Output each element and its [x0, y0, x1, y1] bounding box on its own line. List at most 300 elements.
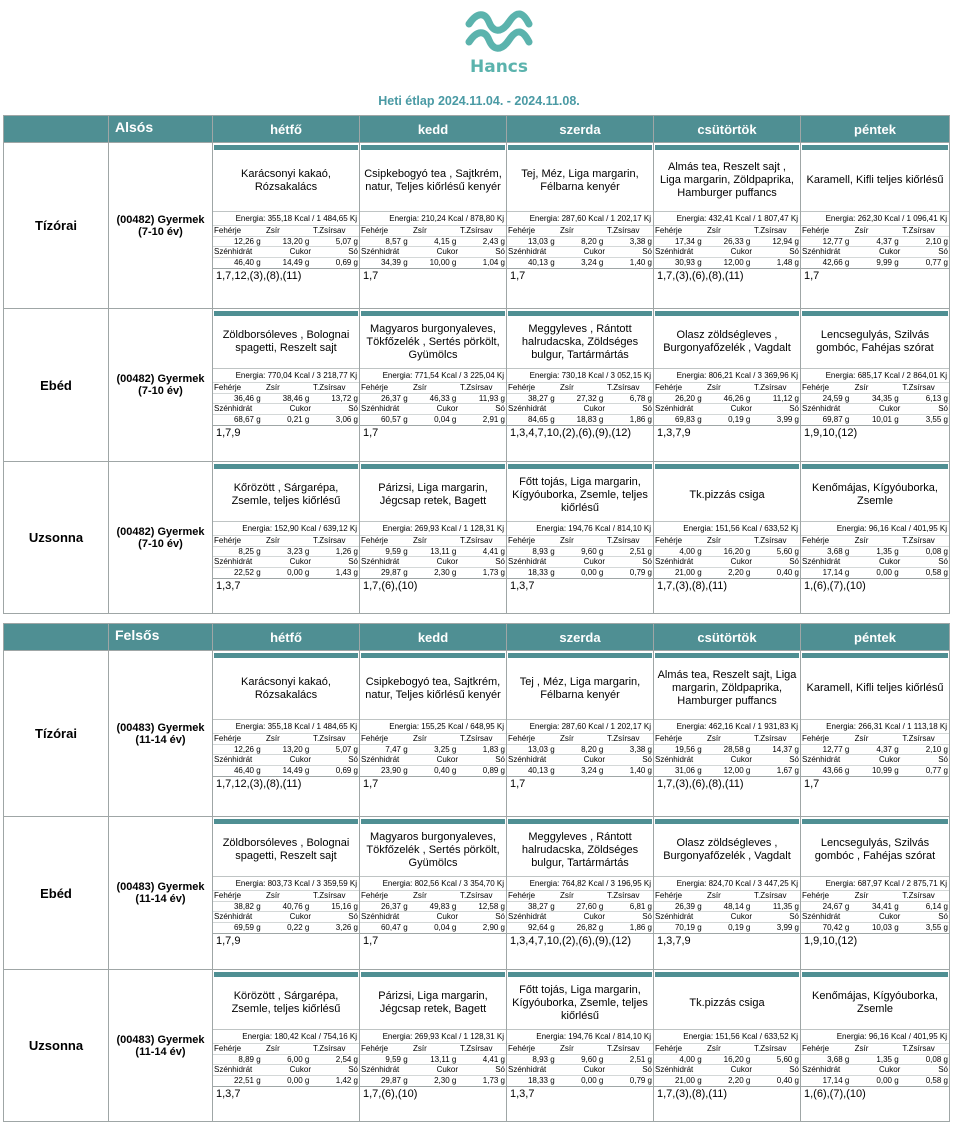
- nutrient-label: Szénhidrát: [361, 404, 400, 413]
- day-header: hétfő: [213, 624, 360, 651]
- nutrient-label: Fehérje: [214, 226, 242, 235]
- nutrient-value: 21,00 g: [674, 567, 702, 577]
- allergen-codes: 1,3,4,7,10,(2),(6),(9),(12): [507, 933, 653, 948]
- dish-label: Magyaros burgonyaleves, Tökfőzelék , Sertés pörkölt, Gyümölcs: [366, 830, 500, 869]
- dish-label: Olasz zöldségleves , Burgonyafőzelék , Vagdalt: [663, 837, 791, 862]
- nutrient-value: 26,37 g: [380, 901, 408, 911]
- nutrient-label: Só: [642, 755, 652, 764]
- nutrient-value: 3,06 g: [335, 414, 359, 424]
- age-group: (00483) Gyermek (11-14 év): [109, 651, 213, 817]
- nutrient-label: Fehérje: [508, 226, 536, 235]
- nutrient-label: Fehérje: [214, 734, 242, 743]
- section-title: Alsós: [109, 116, 213, 143]
- nutrient-label: Fehérje: [508, 383, 536, 392]
- age-group: (00483) Gyermek (11-14 év): [109, 970, 213, 1122]
- nutrient-value: 34,41 g: [871, 901, 899, 911]
- nutrient-value: 8,25 g: [238, 546, 261, 556]
- nutrient-label: Só: [642, 247, 652, 256]
- nutrient-value: 9,59 g: [385, 1054, 408, 1064]
- menu-cell: [801, 143, 950, 309]
- nutrient-value: 12,26 g: [233, 236, 261, 246]
- meal-name: Uzsonna: [4, 462, 109, 614]
- nutrient-label: T.Zsírsav: [313, 536, 346, 545]
- nutrient-label: Cukor: [289, 1065, 311, 1074]
- nutrient-value: 22,51 g: [233, 1075, 261, 1085]
- logo-text: Hancs: [470, 57, 528, 77]
- nutrient-value: 14,37 g: [772, 744, 800, 754]
- menu-cell: [507, 309, 654, 462]
- nutrient-label: Szénhidrát: [214, 404, 253, 413]
- nutrient-value: 12,58 g: [478, 901, 506, 911]
- dish-text: [360, 316, 506, 368]
- dish-text: [801, 977, 949, 1029]
- nutrient-value: 8,93 g: [532, 1054, 555, 1064]
- dish-text: [654, 658, 800, 719]
- nutrient-label: Szénhidrát: [655, 912, 694, 921]
- dish-text: [654, 316, 800, 368]
- header-blank: [4, 624, 109, 651]
- nutrient-value: 2,51 g: [629, 546, 653, 556]
- nutrition-grid: [654, 225, 800, 267]
- dish-label: Kenőmájas, Kígyóuborka, Zsemle: [812, 990, 938, 1015]
- nutrient-label: Cukor: [730, 912, 752, 921]
- energy-value: Energia: 210,24 Kcal / 878,80 Kj: [360, 211, 506, 225]
- nutrient-label: Fehérje: [361, 891, 389, 900]
- nutrient-value: 5,07 g: [335, 236, 359, 246]
- menu-cell: [360, 651, 507, 817]
- nutrient-label: Zsír: [413, 1044, 427, 1053]
- nutrient-label: T.Zsírsav: [607, 891, 640, 900]
- energy-value: Energia: 355,18 Kcal / 1 484,65 Kj: [213, 719, 359, 733]
- day-header: kedd: [360, 624, 507, 651]
- meal-name: Ebéd: [4, 817, 109, 970]
- nutrient-label: Cukor: [730, 247, 752, 256]
- allergen-codes: 1,7,(3),(8),(11): [654, 1086, 800, 1101]
- nutrient-value: 4,41 g: [482, 546, 506, 556]
- nutrient-label: T.Zsírsav: [313, 891, 346, 900]
- nutrient-label: Szénhidrát: [214, 755, 253, 764]
- nutrient-label: Zsír: [560, 383, 574, 392]
- nutrient-label: T.Zsírsav: [607, 226, 640, 235]
- menu-table-also: [3, 115, 950, 614]
- nutrient-label: Fehérje: [802, 383, 830, 392]
- nutrient-label: Zsír: [707, 734, 721, 743]
- menu-cell: [213, 817, 360, 970]
- nutrient-label: Zsír: [266, 891, 280, 900]
- day-header: csütörtök: [654, 116, 801, 143]
- meal-row: [4, 817, 950, 970]
- nutrition-grid: [801, 535, 949, 577]
- nutrient-label: Fehérje: [508, 734, 536, 743]
- energy-value: Energia: 803,73 Kcal / 3 359,59 Kj: [213, 876, 359, 890]
- energy-value: Energia: 802,56 Kcal / 3 354,70 Kj: [360, 876, 506, 890]
- nutrient-label: Szénhidrát: [214, 912, 253, 921]
- nutrient-label: Fehérje: [361, 734, 389, 743]
- nutrient-label: T.Zsírsav: [460, 1044, 493, 1053]
- energy-value: Energia: 287,60 Kcal / 1 202,17 Kj: [507, 211, 653, 225]
- energy-value: Energia: 151,56 Kcal / 633,52 Kj: [654, 1029, 800, 1043]
- energy-value: Energia: 287,60 Kcal / 1 202,17 Kj: [507, 719, 653, 733]
- nutrient-label: Zsír: [413, 891, 427, 900]
- nutrient-label: Só: [348, 247, 358, 256]
- menu-cell: [654, 970, 801, 1122]
- menu-cell: [507, 817, 654, 970]
- dish-label: Tej, Méz, Liga margarin, Félbarna kenyér: [521, 167, 639, 193]
- nutrient-value: 69,87 g: [822, 414, 850, 424]
- menu-cell: [801, 462, 950, 614]
- nutrient-value: 0,00 g: [287, 567, 310, 577]
- dish-text: [507, 658, 653, 719]
- nutrient-label: Só: [348, 404, 358, 413]
- nutrition-grid: [654, 535, 800, 577]
- nutrient-value: 26,39 g: [674, 901, 702, 911]
- nutrient-label: Zsír: [854, 734, 869, 743]
- nutrient-label: Fehérje: [508, 1044, 536, 1053]
- nutrient-label: Fehérje: [214, 891, 242, 900]
- nutrient-value: 0,89 g: [482, 765, 506, 775]
- nutrient-value: 69,83 g: [674, 414, 702, 424]
- meal-row: [4, 309, 950, 462]
- nutrient-value: 46,40 g: [233, 257, 261, 267]
- nutrient-value: 0,58 g: [925, 567, 948, 577]
- nutrient-value: 9,60 g: [581, 546, 604, 556]
- nutrient-value: 11,93 g: [478, 393, 506, 403]
- age-group: (00482) Gyermek (7-10 év): [109, 462, 213, 614]
- nutrient-label: Fehérje: [655, 1044, 683, 1053]
- nutrient-value: 43,66 g: [822, 765, 850, 775]
- nutrient-value: 0,79 g: [629, 1075, 653, 1085]
- nutrient-value: 42,66 g: [822, 257, 850, 267]
- nutrient-label: Cukor: [583, 404, 605, 413]
- nutrient-value: 0,04 g: [434, 922, 457, 932]
- nutrition-grid: [654, 382, 800, 424]
- nutrient-label: Zsír: [560, 536, 574, 545]
- nutrient-value: 1,35 g: [876, 546, 899, 556]
- nutrition-grid: [213, 225, 359, 267]
- allergen-codes: 1,7: [360, 776, 506, 791]
- nutrient-label: Cukor: [436, 557, 458, 566]
- nutrient-label: T.Zsírsav: [754, 226, 787, 235]
- allergen-codes: 1,7,(6),(10): [360, 1086, 506, 1101]
- nutrition-grid: [213, 890, 359, 932]
- dish-label: Zöldborsóleves , Bolognai spagetti, Reszelt sajt: [222, 329, 350, 354]
- nutrient-value: 17,14 g: [822, 1075, 850, 1085]
- allergen-codes: 1,7: [507, 268, 653, 283]
- menu-cell: [801, 970, 950, 1122]
- nutrient-label: T.Zsírsav: [754, 383, 787, 392]
- nutrient-value: 8,89 g: [238, 1054, 261, 1064]
- dish-text: [801, 316, 949, 368]
- nutrient-value: 10,99 g: [871, 765, 899, 775]
- dish-label: Tk.pizzás csiga: [689, 996, 765, 1009]
- nutrient-value: 1,73 g: [482, 567, 506, 577]
- nutrient-value: 34,35 g: [871, 393, 899, 403]
- nutrient-label: Fehérje: [802, 734, 830, 743]
- dish-label: Kenőmájas, Kígyóuborka, Zsemle: [812, 482, 938, 507]
- nutrient-label: Só: [642, 912, 652, 921]
- allergen-codes: 1,(6),(7),(10): [801, 578, 949, 593]
- dish-text: [360, 150, 506, 211]
- nutrient-label: Szénhidrát: [655, 755, 694, 764]
- nutrient-label: Szénhidrát: [361, 1065, 400, 1074]
- nutrient-label: Só: [789, 1065, 799, 1074]
- nutrient-value: 6,81 g: [629, 901, 653, 911]
- dish-label: Párizsi, Liga margarin, Jégcsap retek, Bagett: [378, 482, 488, 507]
- energy-value: Energia: 194,76 Kcal / 814,10 Kj: [507, 1029, 653, 1043]
- nutrient-label: Cukor: [879, 1065, 901, 1074]
- nutrient-value: 16,20 g: [723, 546, 751, 556]
- nutrient-value: 0,21 g: [287, 414, 310, 424]
- nutrient-value: 0,00 g: [876, 567, 899, 577]
- nutrition-grid: [801, 1043, 949, 1085]
- nutrient-label: Szénhidrát: [802, 404, 841, 413]
- nutrient-label: T.Zsírsav: [902, 383, 935, 392]
- nutrient-value: 0,00 g: [581, 1075, 604, 1085]
- allergen-codes: 1,3,7: [507, 578, 653, 593]
- nutrition-grid: [801, 225, 949, 267]
- day-header: szerda: [507, 116, 654, 143]
- nutrition-grid: [360, 890, 506, 932]
- energy-value: Energia: 151,56 Kcal / 633,52 Kj: [654, 521, 800, 535]
- nutrient-label: Zsír: [854, 1044, 869, 1053]
- dish-label: Főtt tojás, Liga margarin, Kígyóuborka, Zsemle, teljes kiőrlésű: [512, 475, 648, 514]
- nutrient-value: 70,19 g: [674, 922, 702, 932]
- dish-label: Tej , Méz, Liga margarin, Félbarna kenyér: [519, 675, 641, 701]
- nutrient-value: 38,82 g: [233, 901, 261, 911]
- nutrient-value: 0,79 g: [629, 567, 653, 577]
- nutrient-value: 9,60 g: [581, 1054, 604, 1064]
- nutrient-value: 2,10 g: [925, 236, 948, 246]
- dish-label: Lencsegulyás, Szilvás gombóc , Fahéjas szórat: [814, 837, 936, 862]
- nutrient-value: 12,77 g: [822, 236, 850, 246]
- dish-text: [507, 469, 653, 521]
- nutrient-label: Szénhidrát: [802, 912, 841, 921]
- nutrient-value: 24,59 g: [822, 393, 850, 403]
- menu-cell: [213, 143, 360, 309]
- nutrient-value: 26,20 g: [674, 393, 702, 403]
- energy-value: Energia: 355,18 Kcal / 1 484,65 Kj: [213, 211, 359, 225]
- nutrient-label: Cukor: [583, 557, 605, 566]
- nutrient-value: 24,67 g: [822, 901, 850, 911]
- nutrient-label: Cukor: [730, 404, 752, 413]
- nutrient-label: Fehérje: [361, 226, 389, 235]
- nutrient-label: Szénhidrát: [508, 404, 547, 413]
- nutrient-value: 10,03 g: [871, 922, 899, 932]
- meal-row: [4, 651, 950, 817]
- nutrient-label: Cukor: [436, 1065, 458, 1074]
- nutrient-value: 1,04 g: [482, 257, 506, 267]
- nutrient-value: 4,41 g: [482, 1054, 506, 1064]
- nutrient-value: 14,49 g: [282, 257, 310, 267]
- nutrient-value: 1,86 g: [629, 922, 653, 932]
- nutrient-label: T.Zsírsav: [754, 536, 787, 545]
- menu-cell: [654, 309, 801, 462]
- nutrient-label: Cukor: [289, 755, 311, 764]
- nutrient-value: 40,76 g: [282, 901, 310, 911]
- nutrient-value: 27,60 g: [576, 901, 604, 911]
- nutrient-label: Zsír: [266, 734, 280, 743]
- nutrient-value: 12,00 g: [723, 257, 751, 267]
- nutrient-value: 10,00 g: [429, 257, 457, 267]
- meal-name: Tízórai: [4, 143, 109, 309]
- nutrient-value: 1,43 g: [335, 567, 359, 577]
- nutrient-label: Fehérje: [214, 536, 242, 545]
- nutrient-value: 4,00 g: [679, 546, 702, 556]
- energy-value: Energia: 96,16 Kcal / 401,95 Kj: [801, 521, 949, 535]
- meal-name: Uzsonna: [4, 970, 109, 1122]
- nutrient-value: 11,35 g: [772, 901, 800, 911]
- nutrient-value: 22,52 g: [233, 567, 261, 577]
- nutrient-value: 12,77 g: [822, 744, 850, 754]
- nutrient-value: 26,37 g: [380, 393, 408, 403]
- nutrient-label: Só: [348, 557, 358, 566]
- nutrient-value: 3,55 g: [925, 414, 948, 424]
- nutrient-label: Zsír: [854, 383, 869, 392]
- nutrient-label: Fehérje: [214, 383, 242, 392]
- nutrient-label: Cukor: [583, 1065, 605, 1074]
- dish-label: Almás tea, Reszelt sajt, Liga margarin, Zöldpaprika, Hamburger puffancs: [657, 669, 797, 707]
- nutrient-label: Zsír: [707, 536, 721, 545]
- nutrient-label: Zsír: [266, 383, 280, 392]
- dish-text: [213, 658, 359, 719]
- menu-cell: [360, 462, 507, 614]
- nutrient-value: 18,83 g: [576, 414, 604, 424]
- nutrient-value: 13,20 g: [282, 744, 310, 754]
- nutrient-value: 36,46 g: [233, 393, 261, 403]
- nutrient-value: 60,47 g: [380, 922, 408, 932]
- nutrient-label: Szénhidrát: [802, 755, 841, 764]
- allergen-codes: 1,3,7,9: [654, 425, 800, 440]
- nutrient-label: Cukor: [289, 557, 311, 566]
- allergen-codes: 1,7,(3),(6),(8),(11): [654, 776, 800, 791]
- nutrient-label: Szénhidrát: [508, 1065, 547, 1074]
- nutrient-label: Só: [938, 755, 949, 764]
- nutrient-value: 46,33 g: [429, 393, 457, 403]
- nutrient-label: Szénhidrát: [508, 557, 547, 566]
- nutrient-value: 0,22 g: [287, 922, 310, 932]
- nutrient-label: Zsír: [266, 226, 280, 235]
- nutrient-label: Só: [642, 557, 652, 566]
- day-header: szerda: [507, 624, 654, 651]
- nutrient-label: Zsír: [413, 734, 427, 743]
- nutrient-label: Fehérje: [655, 536, 683, 545]
- nutrient-value: 0,40 g: [434, 765, 457, 775]
- nutrient-label: Só: [938, 404, 949, 413]
- dish-label: Karácsonyi kakaó, Rózsakalács: [241, 675, 331, 701]
- nutrient-label: Só: [348, 912, 358, 921]
- nutrient-label: Só: [348, 755, 358, 764]
- nutrient-value: 46,26 g: [723, 393, 751, 403]
- nutrient-value: 38,27 g: [527, 393, 555, 403]
- nutrient-value: 4,37 g: [876, 236, 899, 246]
- nutrient-label: Zsír: [854, 536, 869, 545]
- allergen-codes: 1,7,(3),(6),(8),(11): [654, 268, 800, 283]
- nutrient-value: 0,00 g: [876, 1075, 899, 1085]
- nutrient-value: 3,23 g: [287, 546, 310, 556]
- nutrient-label: Só: [495, 1065, 505, 1074]
- nutrient-label: T.Zsírsav: [902, 1044, 935, 1053]
- allergen-codes: 1,9,10,(12): [801, 933, 949, 948]
- nutrient-label: Cukor: [583, 912, 605, 921]
- dish-label: Csipkebogyó tea , Sajtkrém, natur, Teljes kiőrlésű kenyér: [364, 167, 502, 193]
- menu-cell: [213, 462, 360, 614]
- menu-cell: [654, 462, 801, 614]
- nutrient-value: 4,00 g: [679, 1054, 702, 1064]
- nutrient-label: T.Zsírsav: [754, 734, 787, 743]
- nutrient-label: Só: [495, 404, 505, 413]
- menu-cell: [360, 309, 507, 462]
- dish-text: [654, 977, 800, 1029]
- dish-text: [801, 469, 949, 521]
- nutrient-label: Só: [642, 404, 652, 413]
- allergen-codes: 1,7: [360, 933, 506, 948]
- nutrient-label: Cukor: [730, 755, 752, 764]
- nutrient-label: Só: [789, 912, 799, 921]
- allergen-codes: 1,7: [507, 776, 653, 791]
- nutrient-value: 0,08 g: [925, 1054, 948, 1064]
- age-group: (00482) Gyermek (7-10 év): [109, 309, 213, 462]
- nutrient-value: 13,03 g: [527, 236, 555, 246]
- nutrition-grid: [360, 382, 506, 424]
- menu-cell: [507, 143, 654, 309]
- nutrient-label: Cukor: [730, 1065, 752, 1074]
- nutrient-value: 2,43 g: [482, 236, 506, 246]
- nutrient-value: 12,94 g: [772, 236, 800, 246]
- allergen-codes: 1,3,4,7,10,(2),(6),(9),(12): [507, 425, 653, 440]
- dish-text: [360, 658, 506, 719]
- allergen-codes: 1,9,10,(12): [801, 425, 949, 440]
- nutrition-grid: [507, 225, 653, 267]
- nutrient-label: Só: [938, 557, 949, 566]
- nutrient-value: 8,20 g: [581, 236, 604, 246]
- energy-value: Energia: 152,90 Kcal / 639,12 Kj: [213, 521, 359, 535]
- dish-text: [213, 469, 359, 521]
- menu-cell: [654, 143, 801, 309]
- meal-row: [4, 143, 950, 309]
- nutrient-value: 8,57 g: [385, 236, 408, 246]
- nutrient-value: 26,33 g: [723, 236, 751, 246]
- dish-label: Karamell, Kifli teljes kiőrlésű: [806, 682, 944, 694]
- nutrient-label: Zsír: [707, 1044, 721, 1053]
- nutrition-grid: [507, 535, 653, 577]
- nutrient-value: 0,08 g: [925, 546, 948, 556]
- nutrient-value: 2,20 g: [728, 567, 751, 577]
- nutrient-value: 1,48 g: [776, 257, 800, 267]
- nutrient-value: 8,93 g: [532, 546, 555, 556]
- dish-text: [213, 977, 359, 1029]
- nutrient-label: T.Zsírsav: [460, 734, 493, 743]
- nutrient-label: Szénhidrát: [361, 755, 400, 764]
- nutrient-value: 3,24 g: [581, 765, 604, 775]
- nutrient-value: 31,06 g: [674, 765, 702, 775]
- nutrient-label: Fehérje: [802, 536, 830, 545]
- nutrient-value: 3,99 g: [776, 414, 800, 424]
- nutrition-grid: [801, 733, 949, 775]
- nutrient-value: 2,54 g: [335, 1054, 359, 1064]
- nutrient-label: Zsír: [560, 734, 574, 743]
- energy-value: Energia: 462,16 Kcal / 1 931,83 Kj: [654, 719, 800, 733]
- nutrient-label: T.Zsírsav: [607, 734, 640, 743]
- nutrient-value: 0,40 g: [776, 567, 800, 577]
- nutrient-label: T.Zsírsav: [754, 1044, 787, 1053]
- nutrient-value: 26,82 g: [576, 922, 604, 932]
- nutrient-value: 48,14 g: [723, 901, 751, 911]
- hancs-logo: [459, 8, 539, 78]
- energy-value: Energia: 266,31 Kcal / 1 113,18 Kj: [801, 719, 949, 733]
- nutrient-label: Szénhidrát: [508, 247, 547, 256]
- nutrient-label: T.Zsírsav: [460, 383, 493, 392]
- nutrient-label: T.Zsírsav: [313, 1044, 346, 1053]
